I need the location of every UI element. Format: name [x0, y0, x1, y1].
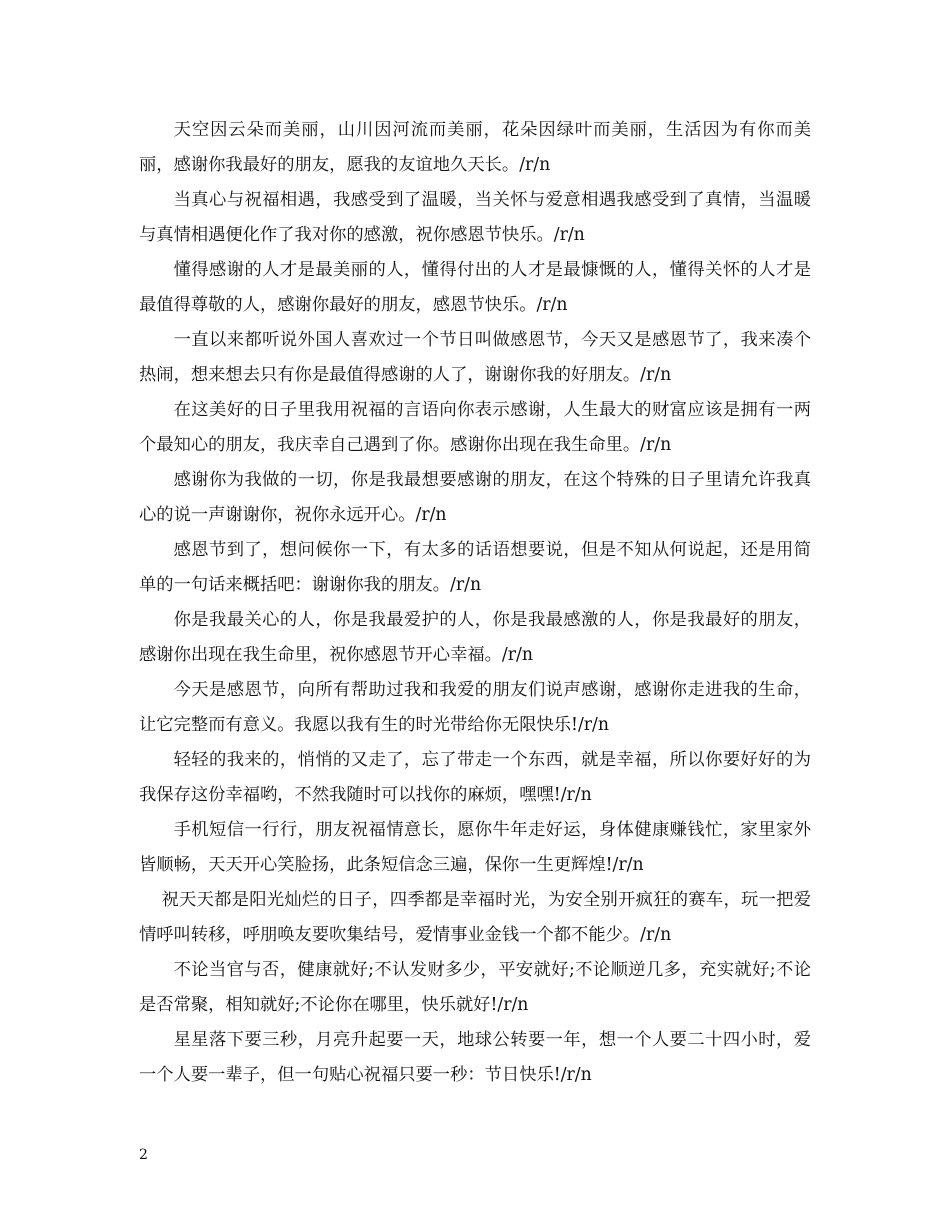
paragraph-13: 不论当官与否，健康就好;不认发财多少，平安就好;不论顺逆几多，充实就好;不论是否常聚，相知就好;不论你在哪里，快乐就好!/r/n: [139, 960, 811, 1015]
paragraph-3: 懂得感谢的人才是最美丽的人，懂得付出的人才是最慷慨的人，懂得关怀的人才是最值得尊敬的人，感谢你最好的朋友，感恩节快乐。/r/n: [139, 260, 811, 315]
paragraph-5: 在这美好的日子里我用祝福的言语向你表示感谢，人生最大的财富应该是拥有一两个最知心的朋友，我庆幸自己遇到了你。感谢你出现在我生命里。/r/n: [139, 400, 811, 455]
paragraph-2: 当真心与祝福相遇，我感受到了温暖，当关怀与爱意相遇我感受到了真情，当温暖与真情相遇便化作了我对你的感激，祝你感恩节快乐。/r/n: [139, 190, 811, 245]
page-number: 2: [139, 1147, 148, 1163]
paragraph-7: 感恩节到了，想问候你一下，有太多的话语想要说，但是不知从何说起，还是用简单的一句话来概括吧：谢谢你我的朋友。/r/n: [139, 540, 811, 595]
paragraph-14: 星星落下要三秒，月亮升起要一天，地球公转要一年，想一个人要二十四小时，爱一个人要一辈子，但一句贴心祝福只要一秒：节日快乐!/r/n: [139, 1030, 811, 1085]
paragraph-11: 手机短信一行行，朋友祝福情意长，愿你牛年走好运，身体健康赚钱忙，家里家外皆顺畅，天天开心笑脸扬，此条短信念三遍，保你一生更辉煌!/r/n: [139, 820, 811, 875]
paragraph-6: 感谢你为我做的一切，你是我最想要感谢的朋友，在这个特殊的日子里请允许我真心的说一声谢谢你，祝你永远开心。/r/n: [139, 470, 811, 525]
document-body: [139, 113, 811, 1093]
paragraph-4: 一直以来都听说外国人喜欢过一个节日叫做感恩节，今天又是感恩节了，我来凑个热闹，想来想去只有你是最值得感谢的人了，谢谢你我的好朋友。/r/n: [139, 330, 811, 385]
paragraph-10: 轻轻的我来的，悄悄的又走了，忘了带走一个东西，就是幸福，所以你要好好的为我保存这份幸福哟，不然我随时可以找你的麻烦，嘿嘿!/r/n: [139, 750, 811, 805]
paragraph-1: 天空因云朵而美丽，山川因河流而美丽，花朵因绿叶而美丽，生活因为有你而美丽，感谢你我最好的朋友，愿我的友谊地久天长。/r/n: [139, 120, 811, 175]
paragraph-12: 祝天天都是阳光灿烂的日子，四季都是幸福时光，为安全别开疯狂的赛车，玩一把爱情呼叫转移，呼朋唤友要吹集结号，爱情事业金钱一个都不能少。/r/n: [139, 890, 811, 945]
paragraph-9: 今天是感恩节，向所有帮助过我和我爱的朋友们说声感谢，感谢你走进我的生命，让它完整而有意义。我愿以我有生的时光带给你无限快乐!/r/n: [139, 680, 811, 735]
paragraph-8: 你是我最关心的人，你是我最爱护的人，你是我最感激的人，你是我最好的朋友，感谢你出现在我生命里，祝你感恩节开心幸福。/r/n: [139, 610, 811, 665]
